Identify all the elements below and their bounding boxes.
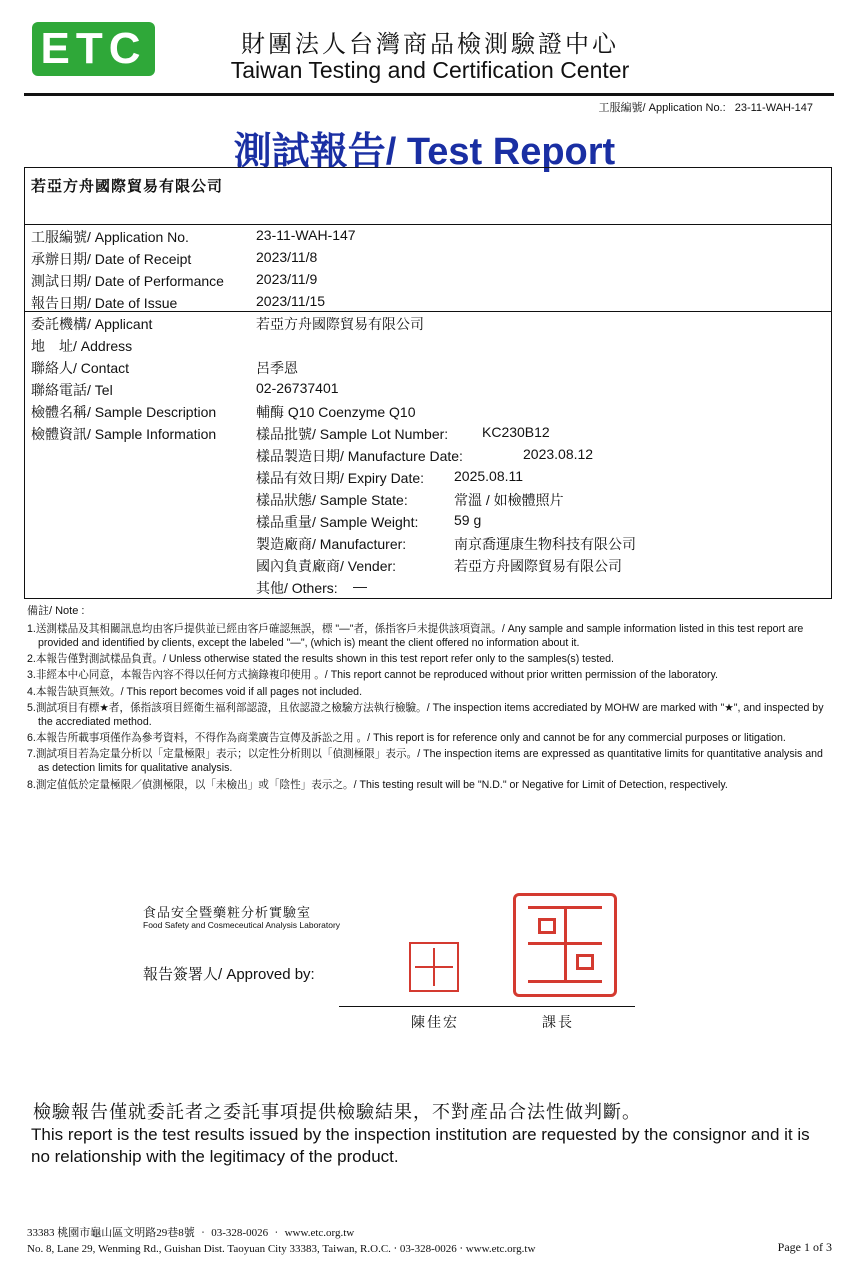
signature-line [339,1006,635,1007]
date-value: 2023/11/15 [256,293,326,309]
note-item: 7.測試項目若為定量分析以「定量極限」表示；以定性分析則以「偵測極限」表示。/ The inspection items are expressed as quantitative limits for quantitative analysis and as detection limits for qualitative analysis. [27,748,823,775]
application-no-value: 23-11-WAH-147 [734,102,813,114]
date-value: 2023/11/8 [256,249,318,265]
date-value: 2023/11/9 [256,271,318,287]
sample-info-label: 國內負責廠商/ Vender: [256,558,397,574]
disclaimer-en: This report is the test results issued by the inspection institution are requested by the consignor and it is no relationship with the legitimacy of the product. [31,1125,810,1166]
lab-name-en: Food Safety and Cosmeceutical Analysis Laboratory [143,920,341,930]
sample-info-value: 若亞方舟國際貿易有限公司 [454,558,622,574]
note-item: 2.本報告僅對測試樣品負責。/ Unless otherwise stated the results shown in this test report refer only to the samples(s) tested. [27,653,614,666]
detail-label: 聯絡電話/ Tel [31,382,113,398]
detail-value: 輔酶 Q10 Coenzyme Q10 [256,404,416,420]
detail-value: 02-26737401 [256,380,339,396]
sample-info-value: 59 g [454,512,482,528]
application-no-label: 工服編號/ Application No.: [598,102,726,114]
header-application-no [599,99,813,115]
disclaimer-zh: 檢驗報告僅就委託者之委託事項提供檢驗結果，不對產品合法性做判斷。 [33,1102,641,1122]
page-number: Page 1 of 3 [777,1240,832,1254]
detail-label: 委託機構/ Applicant [31,316,153,332]
sample-info-label: 樣品重量/ Sample Weight: [256,514,419,530]
sample-info-label: 樣品有效日期/ Expiry Date: [256,470,425,486]
date-value: 23-11-WAH-147 [256,227,356,243]
sample-info-value: KC230B12 [482,424,550,440]
logo-text: ETC [40,24,147,73]
note-title: 備註/ Note : [27,605,85,617]
note-item: 3.非經本中心同意，本報告內容不得以任何方式摘錄複印使用 。/ This report cannot be reproduced without prior written permission of the laboratory. [27,669,718,682]
detail-value: 若亞方舟國際貿易有限公司 [256,316,424,332]
date-label: 承辦日期/ Date of Receipt [31,251,192,267]
sample-info-value: 常溫 / 如檢體照片 [454,492,564,508]
detail-label: 地 址/ Address [31,338,133,354]
date-label: 報告日期/ Date of Issue [31,295,178,311]
sample-info-value: — [353,578,367,594]
lab-name-zh: 食品安全暨藥粧分析實驗室 [143,905,312,920]
approved-by-label: 報告簽署人/ Approved by: [143,966,315,983]
detail-value: 呂季恩 [256,360,298,376]
client-name: 若亞方舟國際貿易有限公司 [31,179,224,195]
sample-info-label: 樣品狀態/ Sample State: [256,492,408,508]
detail-label: 聯絡人/ Contact [31,360,130,376]
date-label: 工服編號/ Application No. [31,229,189,245]
signer-seal-icon [409,942,459,992]
sample-info-value: 2023.08.12 [523,446,594,462]
note-item: 1.送測樣品及其相關訊息均由客戶提供並已經由客戶確認無誤，標 "—"者，係指客戶未提供該項資訊。/ Any sample and sample information listed in this test report are provided and identified by clients, except the labeled "—", (which is) meant the client offered no information about it. [27,623,804,650]
org-name-en: Taiwan Testing and Certification Center [230,57,630,83]
sample-info-value: 南京喬運康生物科技有限公司 [454,536,636,552]
details-box [24,311,832,599]
note-item: 5.測試項目有標★者，係指該項目經衛生福利部認證，且依認證之檢驗方法執行檢驗。/ The inspection items accrediated by MOHW are marked with "★", and inspected by the accrediated method. [27,701,824,728]
org-name-zh: 財團法人台灣商品檢測驗證中心 [241,32,619,58]
client-box [24,167,832,225]
sample-info-label: 製造廠商/ Manufacturer: [256,536,407,552]
sample-info-value: 2025.08.11 [454,468,524,484]
note-item: 8.測定值低於定量極限／偵測極限，以「未檢出」或「陰性」表示之。/ This testing result will be "N.D." or Negative for Limit of Detection, respectively. [27,778,728,791]
sample-info-label: 樣品製造日期/ Manufacture Date: [256,448,463,464]
detail-label: 檢體名稱/ Sample Description [31,404,217,420]
header-divider [24,93,834,96]
notes-list [27,622,832,794]
detail-label: 檢體資訊/ Sample Information [31,426,217,442]
note-item: 4.本報告缺頁無效。/ This report becomes void if all pages not included. [27,685,363,698]
date-label: 測試日期/ Date of Performance [31,273,224,289]
sample-info-label: 其他/ Others: [256,580,338,596]
note-item: 6.本報告所載事項僅作為參考資料，不得作為商業廣告宣傳及訴訟之用 。/ This report is for reference only and cannot be for any commercial purposes or litigation. [27,732,786,745]
footer-address-en: No. 8, Lane 29, Wenming Rd., Guishan Dist. Taoyuan City 33383, Taiwan, R.O.C. ‧ 03-328-0026 ‧ www.etc.org.tw [27,1243,536,1255]
footer-address-zh: 33383 桃園市龜山區文明路29巷8號 ‧ 03-328-0026 ‧ www.etc.org.tw [27,1227,355,1239]
sample-info-label: 樣品批號/ Sample Lot Number: [256,426,449,442]
official-seal-icon [513,893,617,997]
report-title: 測試報告/ Test Report [233,131,616,173]
dates-box [24,224,832,312]
signer-title: 課長 [542,1016,574,1031]
signer-name: 陳佳宏 [411,1016,459,1031]
etc-logo [32,22,155,76]
